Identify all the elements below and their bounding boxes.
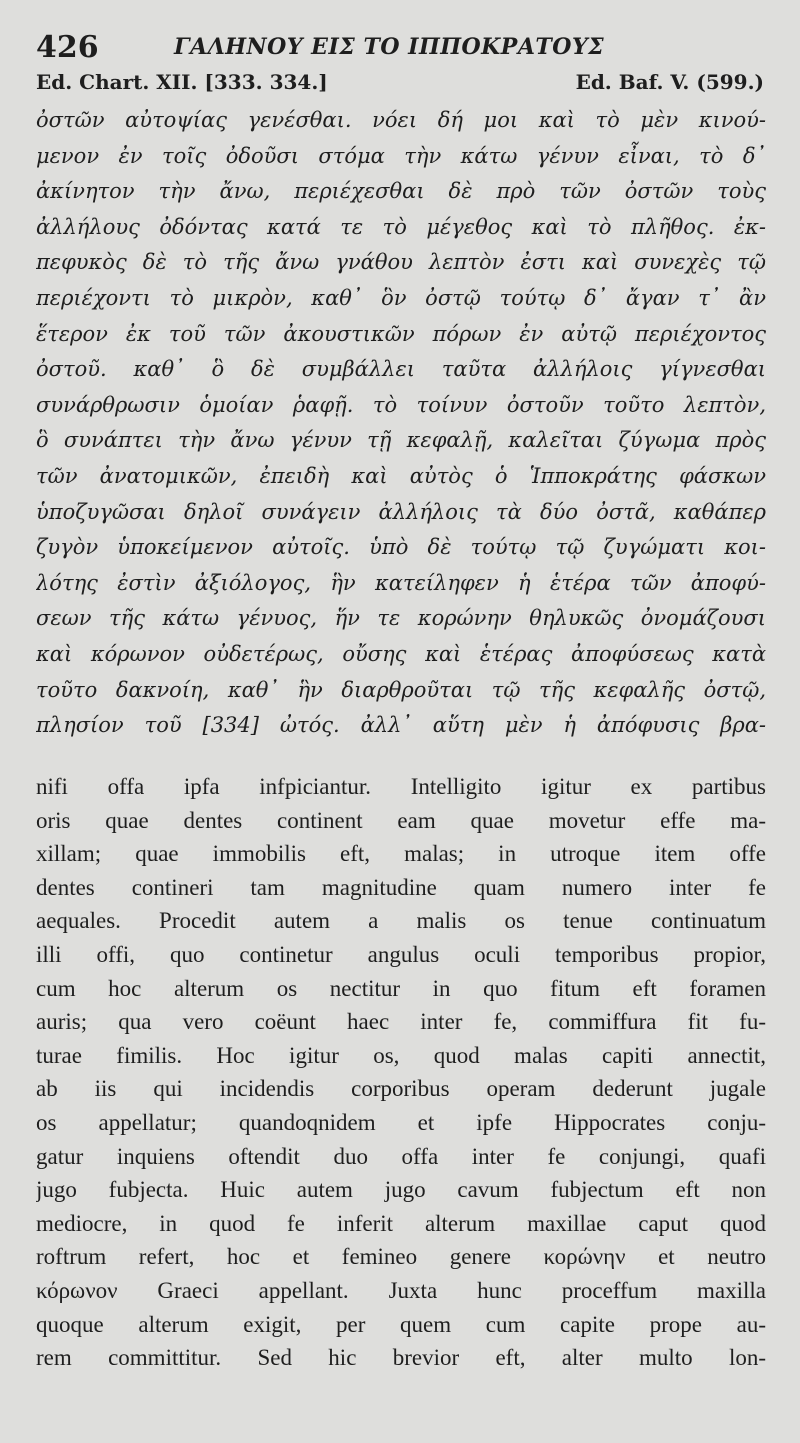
greek-line: ὃ συνάπτει τὴν ἄνω γένυν τῇ κεφαλῇ, καλεῖται ζύγωμα πρὸς: [36, 428, 766, 453]
edition-reference-row: [36, 70, 764, 100]
greek-line: ὑποζυγῶσαι δηλοῖ συνάγειν ἀλλήλοις τὰ δύο ὀστᾶ, καθάπερ: [36, 499, 766, 524]
greek-line: λότης ἐστὶν ἀξιόλογος, ἣν κατείληφεν ἡ ἑτέρα τῶν ἀποφύ-: [36, 570, 766, 595]
greek-line: μενον ἐν τοῖς ὀδοῦσι στόμα τὴν κάτω γένυν εἶναι, τὸ δ᾽: [36, 143, 766, 168]
latin-line: jugo fubjecta. Huic autem jugo cavum fubjectum eft non: [36, 1177, 766, 1203]
greek-line: σεων τῆς κάτω γένυος, ἥν τε κορώνην θηλυκῶς ὀνομάζουσι: [36, 606, 766, 631]
greek-text-block: [36, 103, 766, 744]
latin-line: oris quae dentes continent eam quae movetur effe ma-: [36, 807, 766, 833]
greek-line: πεφυκὸς δὲ τὸ τῆς ἄνω γνάθου λεπτὸν ἐστι καὶ συνεχὲς τῷ: [36, 250, 766, 275]
greek-line: περιέχοντι τὸ μικρὸν, καθ᾽ ὃν ὀστῷ τούτῳ δ᾽ ἄγαν τ᾽ ἂν: [36, 285, 766, 310]
page-number: 426: [36, 30, 99, 65]
latin-line: auris; qua vero coëunt haec inter fe, commiffura fit fu-: [36, 1009, 766, 1035]
latin-line: nifi offa ipfa infpiciantur. Intelligito igitur ex partibus: [36, 774, 766, 799]
greek-line: ὀστοῦ. καθ᾽ ὃ δὲ συμβάλλει ταῦτα ἀλλήλοις γίγνεσθαι: [36, 357, 766, 382]
latin-line: gatur inquiens oftendit duo offa inter fe conjungi, quafi: [36, 1143, 766, 1169]
greek-line: ἀλλήλους ὀδόντας κατά τε τὸ μέγεθος καὶ τὸ πλῆθος. ἐκ-: [36, 214, 766, 239]
edition-reference-chart: Ed. Chart. XII. [333. 334.]: [36, 70, 328, 94]
latin-text-block: [36, 770, 766, 1375]
latin-line: κόρωνον Graeci appellant. Juxta hunc proceffum maxilla: [36, 1277, 766, 1303]
latin-line: xillam; quae immobilis eft, malas; in utroque item offe: [36, 841, 766, 867]
greek-line: πλησίον τοῦ [334] ὠτός. ἀλλ᾽ αὕτη μὲν ἡ ἀπόφυσις βρα-: [36, 713, 766, 738]
latin-line: quoque alterum exigit, per quem cum capite prope au-: [36, 1311, 766, 1337]
edition-reference-basel: Ed. Baf. V. (599.): [575, 70, 764, 94]
latin-line: mediocre, in quod fe inferit alterum maxillae caput quod: [36, 1210, 766, 1236]
latin-line: aequales. Procedit autem a malis os tenue continuatum: [36, 908, 766, 934]
latin-line: ab iis qui incidendis corporibus operam dederunt jugale: [36, 1076, 766, 1102]
greek-line: ἕτερον ἐκ τοῦ τῶν ἀκουστικῶν πόρων ἐν αὐτῷ περιέχοντος: [36, 321, 766, 346]
greek-line: τῶν ἀνατομικῶν, ἐπειδὴ καὶ αὐτὸς ὁ Ἱπποκράτης φάσκων: [36, 463, 766, 488]
latin-line: cum hoc alterum os nectitur in quo fitum eft foramen: [36, 975, 766, 1001]
greek-line: ὀστῶν αὐτοψίας γενέσθαι. νόει δή μοι καὶ τὸ μὲν κινού-: [36, 108, 766, 132]
running-head: ΓΑΛΗΝΟΥ ΕΙΣ ΤΟ ΙΠΠΟΚΡΑΤΟΥΣ: [174, 34, 605, 60]
greek-line: ζυγὸν ὑποκείμενον αὐτοῖς. ὑπὸ δὲ τούτῳ τῷ ζυγώματι κοι-: [36, 535, 766, 560]
page-header: [36, 28, 776, 68]
latin-line: turae fimilis. Hoc igitur os, quod malas capiti annectit,: [36, 1042, 766, 1068]
greek-line: καὶ κόρωνον οὐδετέρως, οὔσης καὶ ἑτέρας ἀποφύσεως κατὰ: [36, 641, 766, 666]
latin-line: os appellatur; quandoqnidem et ipfe Hippocrates conju-: [36, 1109, 766, 1135]
greek-line: συνάρθρωσιν ὁμοίαν ῥαφῇ. τὸ τοίνυν ὀστοῦν τοῦτο λεπτὸν,: [36, 392, 766, 417]
greek-line: ἀκίνητον τὴν ἄνω, περιέχεσθαι δὲ πρὸ τῶν ὀστῶν τοὺς: [36, 179, 766, 204]
latin-line: dentes contineri tam magnitudine quam numero inter fe: [36, 874, 766, 900]
greek-line: τοῦτο δακνοίη, καθ᾽ ἣν διαρθροῦται τῷ τῆς κεφαλῆς ὀστῷ,: [36, 677, 766, 702]
latin-line: illi offi, quo continetur angulus oculi temporibus propior,: [36, 941, 766, 967]
latin-line: roftrum refert, hoc et femineo genere κορώνην et neutro: [36, 1244, 766, 1270]
latin-line: rem committitur. Sed hic brevior eft, alter multo lon-: [36, 1345, 766, 1371]
